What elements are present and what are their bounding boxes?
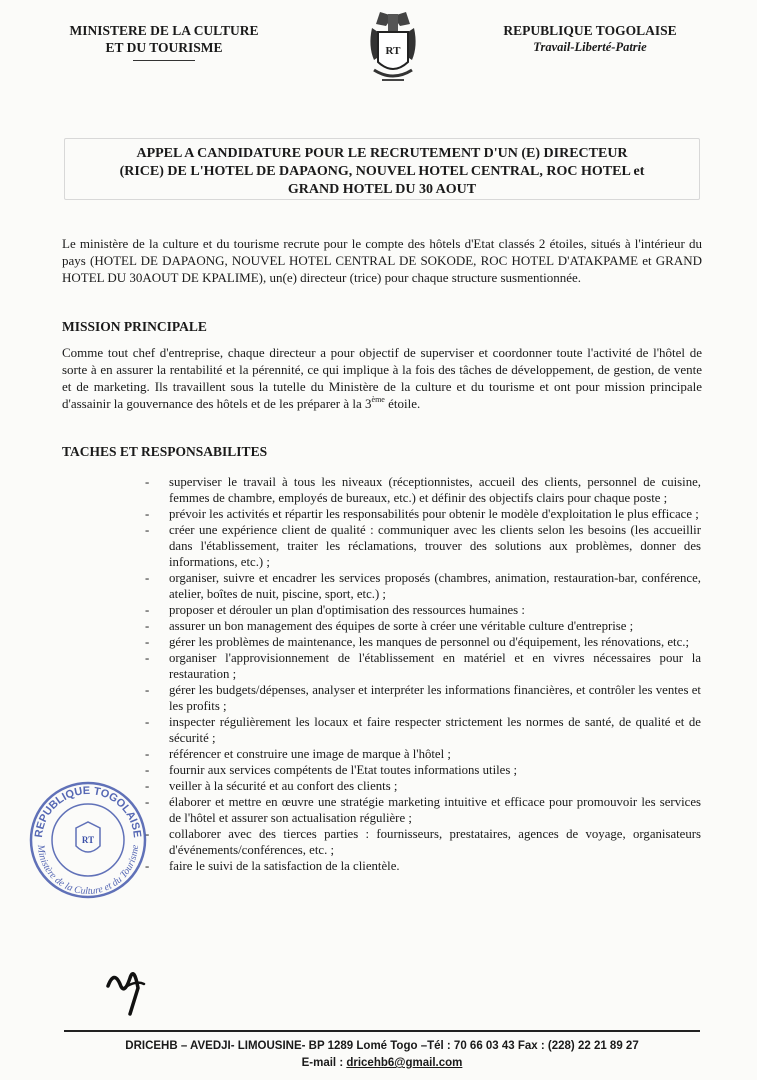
mission-tail: étoile.: [384, 396, 421, 411]
list-item: - veiller à la sécurité et au confort des clients ;: [145, 779, 398, 793]
tasks-heading: TACHES ET RESPONSABILITES: [62, 444, 268, 459]
list-item: - référencer et construire une image de marque à l'hôtel ;: [145, 747, 451, 761]
ministry-underline: [133, 60, 195, 61]
mission-paragraph: [62, 344, 702, 412]
footer-divider: [64, 1030, 700, 1032]
coat-of-arms-icon: [358, 10, 428, 92]
list-item: - gérer les problèmes de maintenance, les manques de personnel ou d'équipement, les rénovations, etc.;: [145, 635, 690, 649]
list-item: - assurer un bon management des équipes de sorte à créer une véritable culture d'entreprise ;: [145, 619, 634, 633]
title-line-1: APPEL A CANDIDATURE POUR LE RECRUTEMENT D'UN (E) DIRECTEUR: [136, 146, 628, 161]
list-item: - inspecter régulièrement les locaux et faire respecter strictement les normes de santé, de qualité et de sécurité ;: [145, 715, 701, 745]
list-item: - organiser, suivre et encadrer les services proposés (chambres, animation, restauration-bar, conférence, atelier, boîtes de nuit, piscine, sport, etc.) ;: [145, 571, 701, 601]
list-item: - gérer les budgets/dépenses, analyser et interpréter les informations financières, et contrôler les ventes et les profits ;: [145, 683, 701, 713]
title-line-3: GRAND HOTEL DU 30 AOUT: [287, 182, 477, 197]
footer-email-link[interactable]: dricehb6@gmail.com: [346, 1057, 463, 1069]
ministry-line-1: MINISTERE DE LA CULTURE: [69, 23, 259, 38]
list-item: - organiser l'approvisionnement de l'établissement en matériel et en vivres nécessaires pour la restauration ;: [145, 651, 701, 681]
intro-paragraph: Le ministère de la culture et du tourisme recrute pour le compte des hôtels d'Etat classés 2 étoiles, situés à l'intérieur du pays (HOTEL DE DAPAONG, NOUVEL HOTEL CENTRAL DE SOKODE, ROC HOTEL D'ATAKPAME et GRAND HOTEL DU 30AOUT DE KPALIME), un(e) directeur (trice) pour chaque structure susmentionnée.: [62, 236, 702, 285]
official-stamp-icon: [28, 780, 148, 900]
list-item: - collaborer avec des tierces parties : fournisseurs, prestataires, agences de voyage, organisateurs d'événements/conférences, etc. ;: [145, 827, 701, 857]
country-name: REPUBLIQUE TOGOLAISE: [503, 23, 677, 38]
list-item: - prévoir les activités et répartir les responsabilités pour obtenir le modèle d'exploitation le plus efficace ;: [145, 507, 699, 521]
mission-superscript: ème: [371, 395, 385, 404]
tasks-list: [145, 474, 701, 874]
ministry-header: [44, 22, 284, 61]
footer-email-label: E-mail :: [301, 1057, 347, 1069]
republic-header: [470, 22, 710, 56]
list-item: - superviser le travail à tous les niveaux (réceptionnistes, accueil des clients, personnel de cuisine, femmes de chambre, employés de bureaux, etc.) et définir des objectifs clairs pour chaque poste ;: [145, 475, 701, 505]
list-item: - fournir aux services compétents de l'Etat toutes informations utiles ;: [145, 763, 518, 777]
svg-text:REPUBLIQUE TOGOLAISE: REPUBLIQUE TOGOLAISE: [32, 784, 144, 839]
emblem-letters: RT: [385, 45, 401, 57]
list-item: - élaborer et mettre en œuvre une stratégie marketing intuitive et efficace pour promouvoir les services de l'hôtel et assurer son actualisation régulière ;: [145, 795, 701, 825]
list-item: - proposer et dérouler un plan d'optimisation des ressources humaines :: [145, 603, 525, 617]
mission-text: Comme tout chef d'entreprise, chaque directeur a pour objectif de superviser et coordonner toute l'activité de l'hôtel de sorte à en assurer la rentabilité et la pérennité, ce qui implique à la fois des tâches de développement, de gestion, de vente et de marketing. Ils travaillent sous la tutelle du Ministère de la culture et du tourisme et ont pour mission principale d'assainir la gouvernance des hôtels et de les préparer à la 3: [62, 345, 702, 411]
mission-heading: MISSION PRINCIPALE: [62, 319, 207, 334]
title-line-2: (RICE) DE L'HOTEL DE DAPAONG, NOUVEL HOTEL CENTRAL, ROC HOTEL et: [119, 164, 645, 179]
footer-email-line: [64, 1055, 700, 1072]
svg-text:Ministère de la Culture et du: Ministère de la Culture et du Tourisme: [34, 844, 142, 898]
list-item: - faire le suivi de la satisfaction de la clientèle.: [145, 859, 400, 873]
signature-icon: [100, 958, 160, 1018]
footer-address: DRICEHB – AVEDJI- LIMOUSINE- BP 1289 Lomé Togo –Tél : 70 66 03 43 Fax : (228) 22 21 89 27: [125, 1040, 639, 1052]
footer: [64, 1038, 700, 1072]
svg-text:RT: RT: [81, 835, 95, 845]
ministry-line-2: ET DU TOURISME: [105, 40, 223, 55]
document-title: [64, 138, 700, 200]
list-item: - créer une expérience client de qualité : communiquer avec les clients selon les besoins (les accueillir dans l'établissement, traiter les réclamations, trouver des solutions aux problèmes, donner des informations, etc.) ;: [145, 523, 701, 569]
national-motto: Travail-Liberté-Patrie: [533, 40, 647, 54]
